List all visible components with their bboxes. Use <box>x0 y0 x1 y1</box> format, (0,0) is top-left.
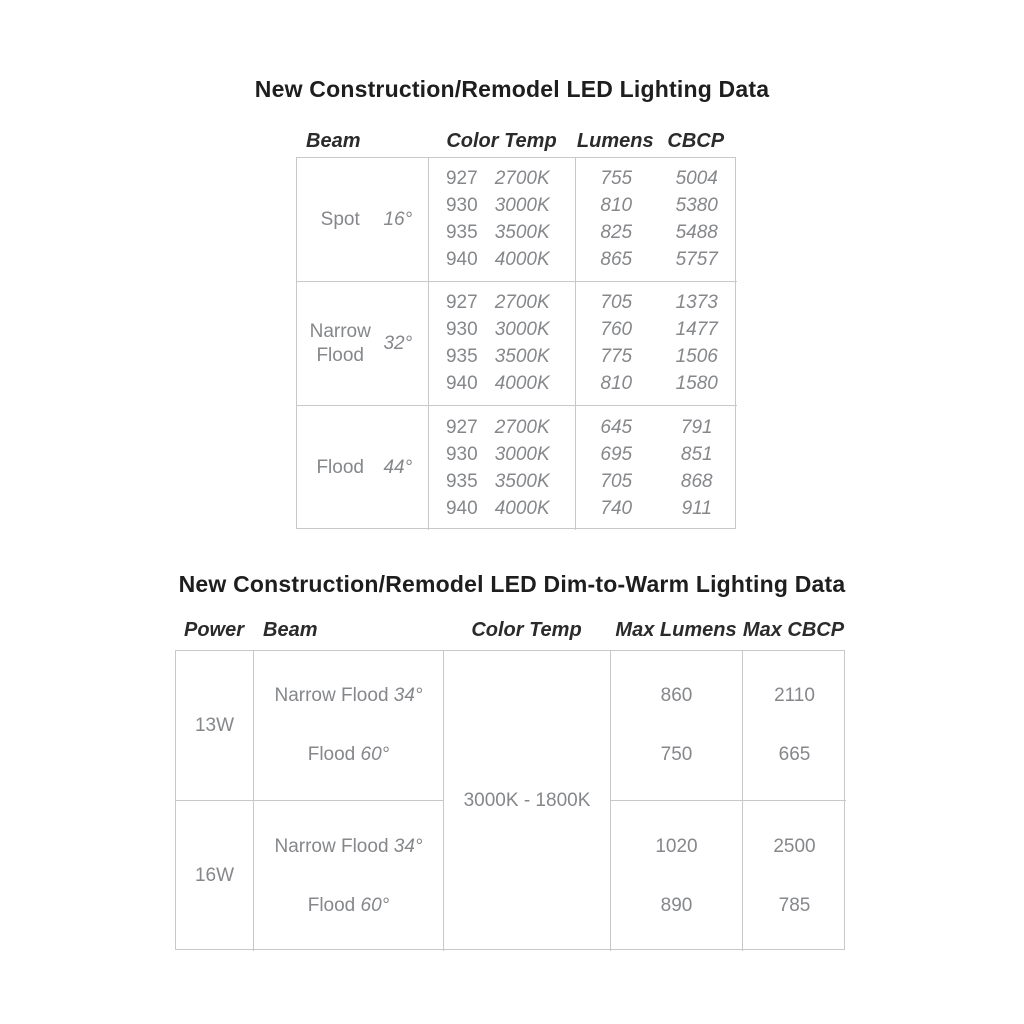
cbcp-value: 1477 <box>675 319 718 340</box>
table-row <box>576 495 737 522</box>
beam-label: Spot <box>320 208 360 230</box>
lumens-value: 810 <box>600 195 633 216</box>
table2-header-max-cbcp: Max CBCP <box>742 619 845 641</box>
kelvin-value: 3000K <box>494 319 550 340</box>
beam-angle: 60° <box>360 743 390 765</box>
cbcp-value: 911 <box>681 497 712 519</box>
cbcp-value: 5757 <box>675 249 718 270</box>
table2-header-max-lumens: Max Lumens <box>615 619 737 641</box>
table-row <box>429 193 575 220</box>
kelvin-value: 2700K <box>494 292 550 313</box>
beam-angle: 16° <box>383 208 413 230</box>
beam-angle: 32° <box>383 332 413 354</box>
cbcp-value: 1580 <box>675 373 718 394</box>
beam-cell-spot <box>297 158 429 282</box>
max-cbcp-cell-13w <box>743 651 846 801</box>
lumens-value: 760 <box>600 319 633 340</box>
table1-header-row <box>296 128 736 154</box>
cri-code: 927 <box>445 416 478 438</box>
cri-code: 927 <box>445 168 478 189</box>
table-row <box>429 166 575 193</box>
cri-code: 935 <box>445 470 478 492</box>
max-lumens-cell-13w <box>611 651 743 801</box>
max-lumens-value: 860 <box>660 685 693 707</box>
max-cbcp-value: 2500 <box>773 835 816 857</box>
power-cell-13w: 13W <box>176 651 254 801</box>
lumens-value: 705 <box>600 470 633 492</box>
cri-code: 935 <box>445 346 478 367</box>
kelvin-value: 3000K <box>494 195 550 216</box>
led-lighting-table <box>296 157 736 529</box>
table2-header-color-temp: Color Temp <box>471 619 582 641</box>
beam-cell-16w <box>254 801 444 951</box>
kelvin-value: 3000K <box>494 443 550 465</box>
table1-title: New Construction/Remodel LED Lighting Data <box>254 76 770 102</box>
cri-code: 930 <box>445 319 478 340</box>
kelvin-value: 4000K <box>494 249 550 270</box>
beam-angle: 34° <box>393 835 423 857</box>
table-row <box>429 468 575 495</box>
max-cbcp-value: 2110 <box>774 685 815 707</box>
cri-code: 935 <box>445 222 478 243</box>
table-row <box>254 833 443 860</box>
lumens-value: 865 <box>600 249 633 270</box>
table2-title: New Construction/Remodel LED Dim-to-Warm Lighting Data <box>178 571 846 597</box>
kelvin-value: 3500K <box>494 470 550 492</box>
table2-header-power: Power <box>183 619 245 641</box>
lumens-value: 705 <box>600 292 633 313</box>
kelvin-value: 2700K <box>494 416 550 438</box>
table2-header-row <box>175 617 845 643</box>
beam-label: Narrow Flood <box>274 685 394 707</box>
table-row <box>576 441 737 468</box>
max-cbcp-value: 665 <box>778 743 811 765</box>
table-row <box>429 344 575 371</box>
color-temp-range-cell: 3000K - 1800K <box>444 651 611 951</box>
lumens-cbcp-cell <box>576 406 737 530</box>
table1-header-lumens-cbcp <box>575 128 736 154</box>
table-row <box>576 290 737 317</box>
color-temp-cell <box>429 158 576 282</box>
table-row <box>576 414 737 441</box>
table-row <box>254 741 443 768</box>
table1-header-lumens: Lumens <box>576 130 654 152</box>
table2-header-beam: Beam <box>263 619 318 641</box>
cbcp-value: 791 <box>680 416 713 438</box>
table-row <box>429 414 575 441</box>
table1-header-color-temp: Color Temp <box>446 130 557 152</box>
max-lumens-value: 1020 <box>655 835 698 857</box>
table-row <box>429 220 575 247</box>
beam-label: Flood <box>307 894 361 916</box>
lumens-value: 755 <box>600 168 633 189</box>
cri-code: 927 <box>445 292 478 313</box>
beam-cell-narrow-flood <box>297 282 429 406</box>
table-row <box>576 220 737 247</box>
table-row <box>429 247 575 274</box>
max-lumens-value: 890 <box>660 894 693 916</box>
beam-label: Narrow Flood <box>309 320 371 366</box>
table-row <box>576 317 737 344</box>
table-row <box>429 495 575 522</box>
table1-header-cbcp: CBCP <box>667 130 725 152</box>
table-row <box>429 290 575 317</box>
max-cbcp-cell-16w <box>743 801 846 951</box>
max-lumens-cell-16w <box>611 801 743 951</box>
table-row <box>429 371 575 398</box>
table-row <box>576 371 737 398</box>
kelvin-value: 3500K <box>494 222 550 243</box>
cri-code: 940 <box>445 373 478 394</box>
kelvin-value: 4000K <box>494 373 550 394</box>
lumens-value: 825 <box>600 222 633 243</box>
table-row <box>254 683 443 710</box>
cbcp-value: 5004 <box>675 168 718 189</box>
max-cbcp-value: 785 <box>778 894 811 916</box>
beam-angle: 60° <box>360 894 390 916</box>
dim-to-warm-table <box>175 650 845 950</box>
table-row <box>576 193 737 220</box>
lumens-value: 775 <box>600 346 633 367</box>
beam-label: Narrow Flood <box>274 835 394 857</box>
cbcp-value: 851 <box>680 443 713 465</box>
lumens-cbcp-cell <box>576 158 737 282</box>
table-row <box>576 344 737 371</box>
cbcp-value: 5380 <box>675 195 718 216</box>
table-row <box>429 441 575 468</box>
kelvin-value: 2700K <box>494 168 550 189</box>
table1-header-beam: Beam <box>306 130 361 152</box>
cbcp-value: 1373 <box>675 292 718 313</box>
cri-code: 930 <box>445 443 478 465</box>
kelvin-value: 3500K <box>494 346 550 367</box>
lumens-value: 645 <box>600 416 633 438</box>
beam-cell-13w <box>254 651 444 801</box>
cri-code: 940 <box>445 497 478 519</box>
beam-label: Flood <box>316 457 364 479</box>
table-row <box>576 468 737 495</box>
beam-cell-flood <box>297 406 429 530</box>
table-row <box>576 166 737 193</box>
cbcp-value: 5488 <box>675 222 718 243</box>
table-row <box>576 247 737 274</box>
table-row <box>254 892 443 919</box>
lumens-value: 740 <box>600 497 633 519</box>
power-cell-16w: 16W <box>176 801 254 951</box>
lumens-cbcp-cell <box>576 282 737 406</box>
cbcp-value: 1506 <box>675 346 718 367</box>
cri-code: 940 <box>445 249 478 270</box>
color-temp-cell <box>429 406 576 530</box>
beam-label: Flood <box>307 743 361 765</box>
kelvin-value: 4000K <box>494 497 550 519</box>
max-lumens-value: 750 <box>660 743 693 765</box>
cri-code: 930 <box>445 195 478 216</box>
table-row <box>429 317 575 344</box>
beam-angle: 44° <box>383 457 413 478</box>
beam-angle: 34° <box>393 685 423 707</box>
color-temp-cell <box>429 282 576 406</box>
lumens-value: 695 <box>600 443 633 465</box>
cbcp-value: 868 <box>680 470 713 492</box>
lumens-value: 810 <box>600 373 633 394</box>
